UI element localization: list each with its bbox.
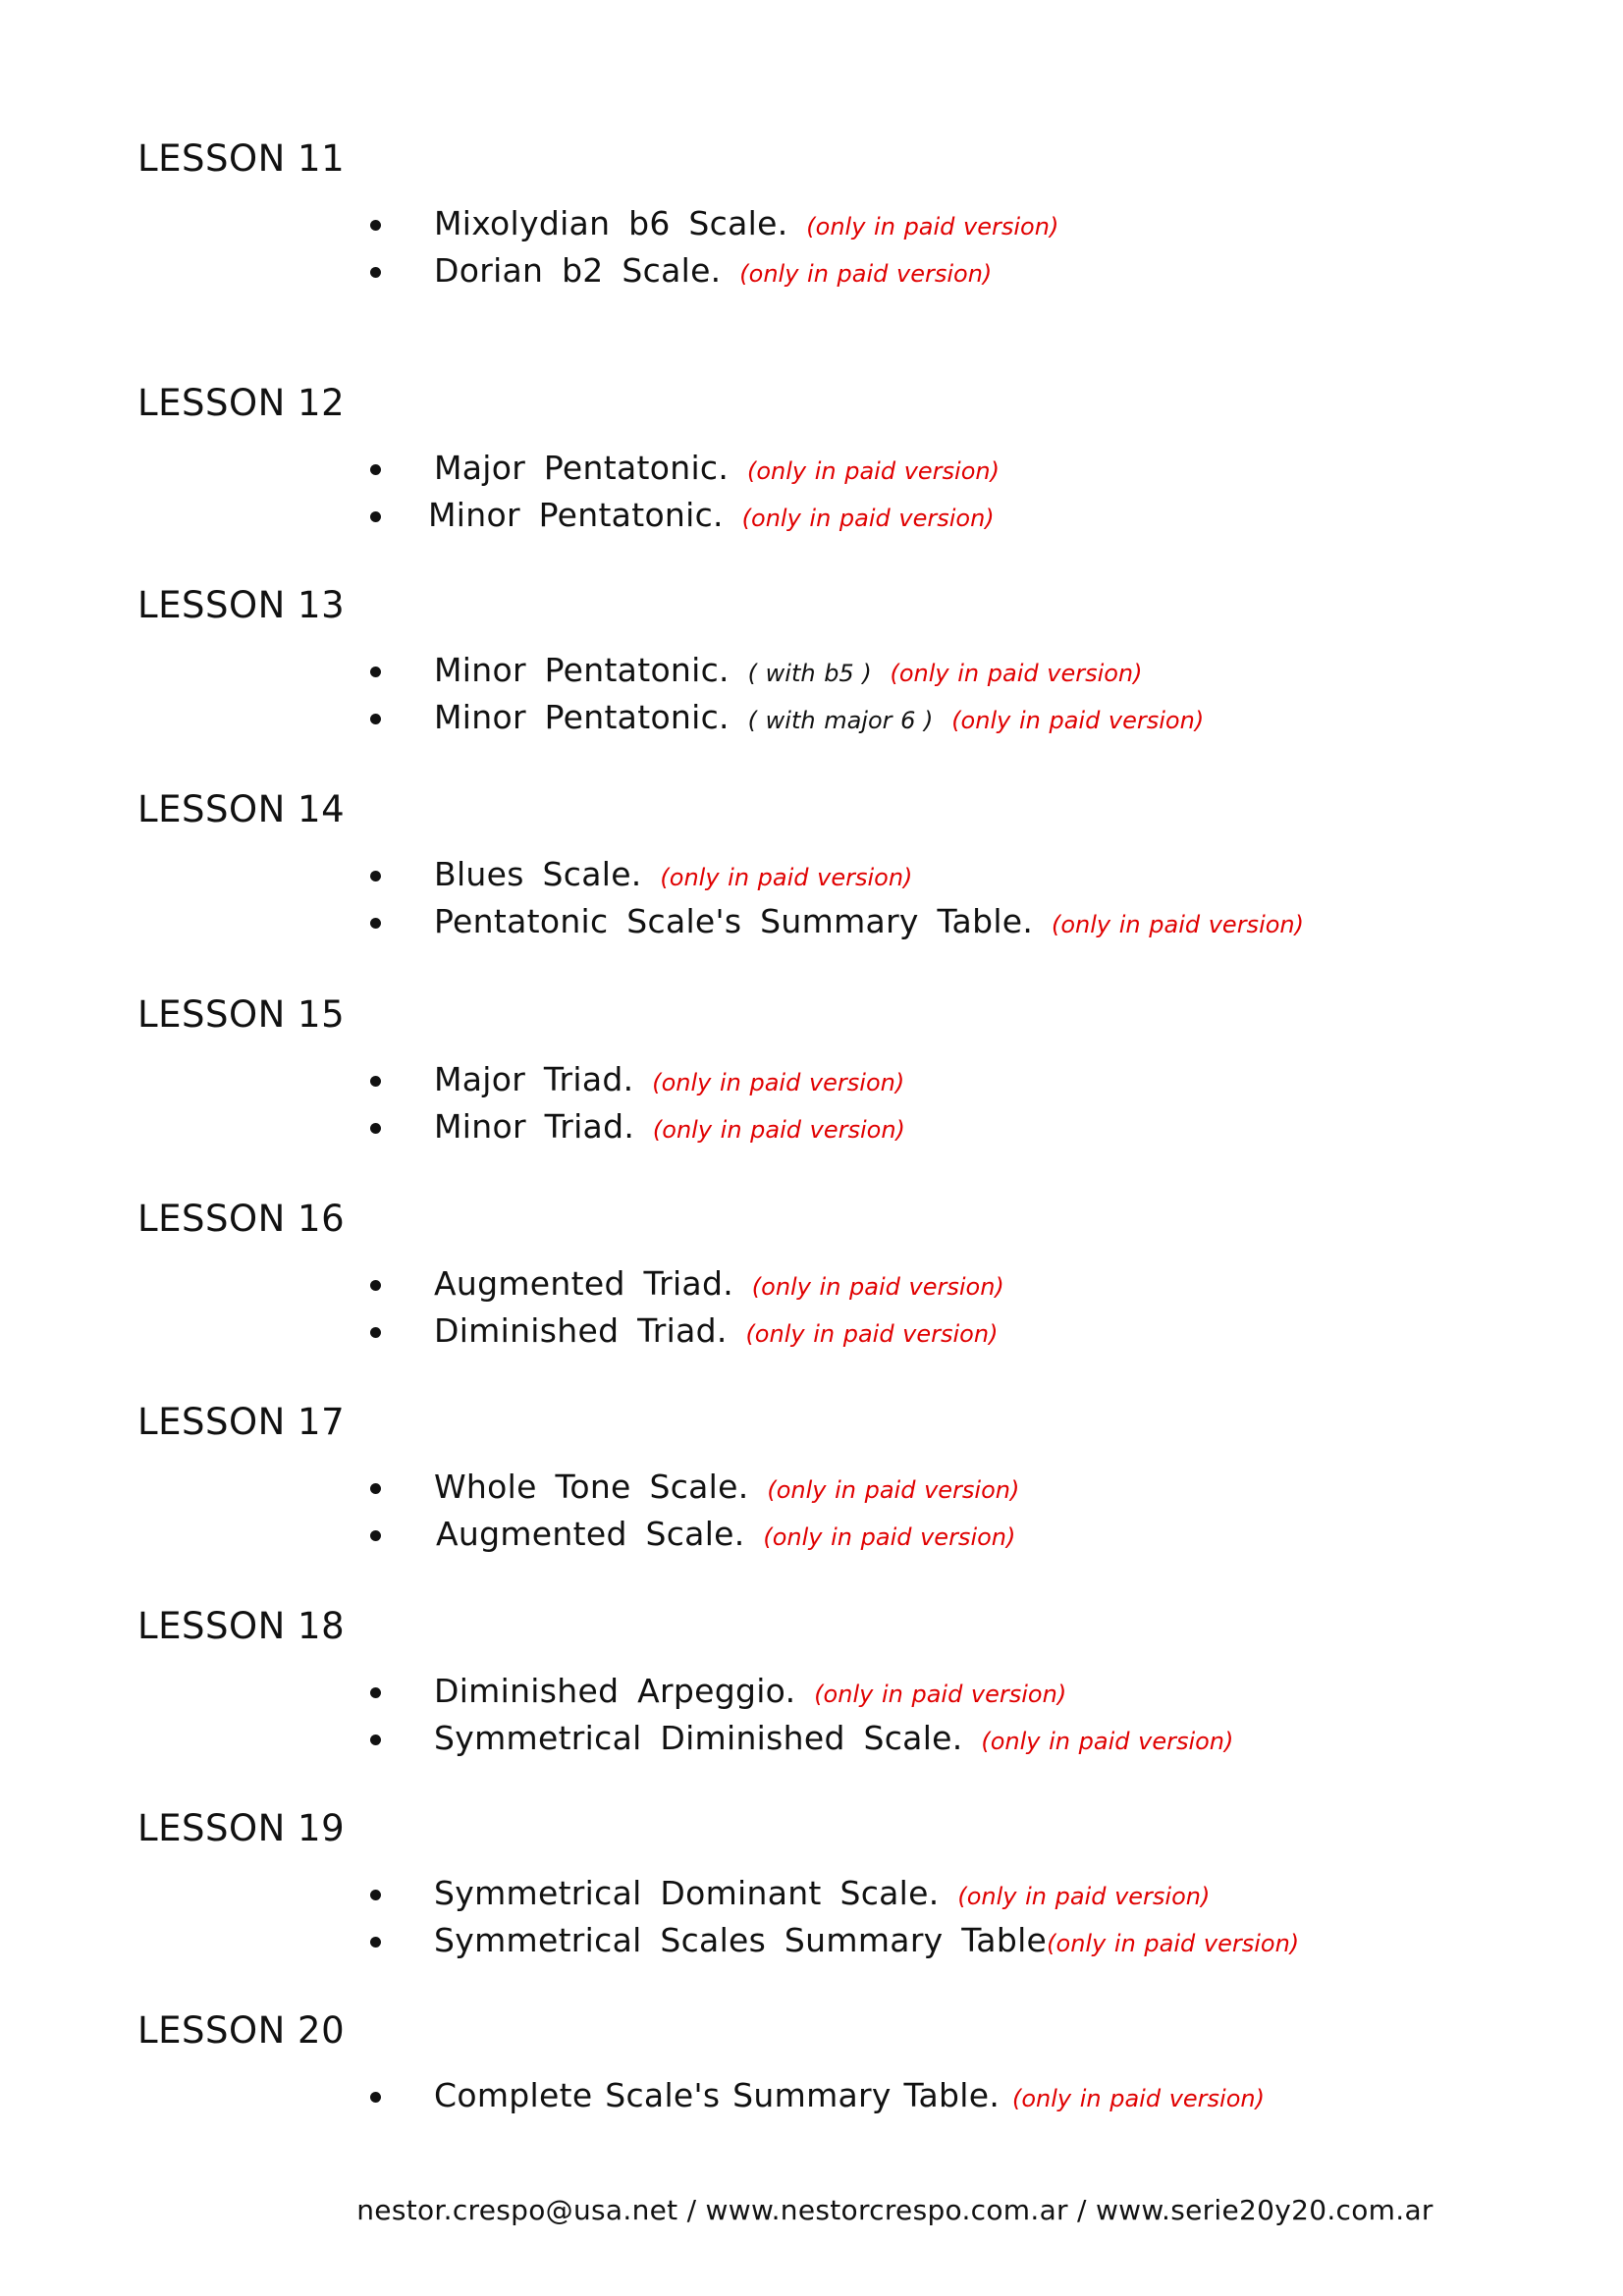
item-label: Mixolydian b6 Scale. xyxy=(434,204,788,242)
list-item xyxy=(137,2076,1512,2127)
bullet-icon xyxy=(370,464,381,475)
item-label: Symmetrical Diminished Scale. xyxy=(434,1719,963,1757)
lesson-title: LESSON 17 xyxy=(137,1401,346,1443)
lesson-12 xyxy=(137,382,1512,547)
bullet-icon xyxy=(370,511,381,522)
item-label: Whole Tone Scale. xyxy=(434,1468,749,1506)
paid-version-note: (only in paid version) xyxy=(814,1681,1067,1708)
paid-version-note: (only in paid version) xyxy=(951,707,1205,734)
lesson-15 xyxy=(137,993,1512,1158)
item-label: Minor Triad. xyxy=(434,1107,635,1146)
paid-version-note: (only in paid version) xyxy=(1047,1930,1300,1957)
lesson-title: LESSON 16 xyxy=(137,1198,346,1240)
lesson-title: LESSON 13 xyxy=(137,584,346,626)
list-item xyxy=(137,1874,1512,1925)
lesson-16 xyxy=(137,1198,1512,1362)
lesson-title: LESSON 18 xyxy=(137,1605,346,1647)
list-item xyxy=(137,449,1512,500)
bullet-icon xyxy=(370,667,381,677)
item-label: Diminished Arpeggio. xyxy=(434,1672,796,1710)
paid-version-note: (only in paid version) xyxy=(981,1728,1234,1755)
paid-version-note: (only in paid version) xyxy=(957,1883,1211,1910)
list-item xyxy=(137,651,1512,702)
list-item xyxy=(137,855,1512,906)
item-label: Minor Pentatonic. xyxy=(434,651,730,689)
bullet-icon xyxy=(370,1280,381,1291)
item-label: Dorian b2 Scale. xyxy=(434,251,722,290)
item-aside: ( with b5 ) xyxy=(747,660,872,687)
list-item xyxy=(137,698,1512,749)
bullet-icon xyxy=(370,1937,381,1948)
item-label: Pentatonic Scale's Summary Table. xyxy=(434,902,1034,940)
list-item xyxy=(137,1264,1512,1315)
lesson-items xyxy=(137,1264,1512,1362)
paid-version-note: (only in paid version) xyxy=(751,1273,1004,1301)
item-label: Minor Pentatonic. xyxy=(428,496,724,534)
item-label: Diminished Triad. xyxy=(434,1311,728,1350)
list-item xyxy=(137,251,1512,302)
bullet-icon xyxy=(370,714,381,724)
lesson-13 xyxy=(137,584,1512,749)
bullet-icon xyxy=(370,918,381,929)
bullet-icon xyxy=(370,220,381,231)
list-item xyxy=(137,902,1512,953)
lesson-title: LESSON 12 xyxy=(137,382,346,424)
lesson-18 xyxy=(137,1605,1512,1770)
item-label: Symmetrical Scales Summary Table xyxy=(434,1921,1048,1959)
list-item xyxy=(137,1107,1512,1158)
item-aside: ( with major 6 ) xyxy=(747,707,934,734)
paid-version-note: (only in paid version) xyxy=(767,1476,1020,1504)
bullet-icon xyxy=(370,1483,381,1494)
lesson-items xyxy=(137,855,1512,953)
bullet-icon xyxy=(370,2092,381,2103)
item-label: Blues Scale. xyxy=(434,855,642,893)
list-item xyxy=(137,1468,1512,1519)
bullet-icon xyxy=(370,1327,381,1338)
bullet-icon xyxy=(370,267,381,278)
lesson-11 xyxy=(137,137,1512,302)
lesson-14 xyxy=(137,788,1512,953)
list-item xyxy=(137,496,1512,547)
paid-version-note: (only in paid version) xyxy=(746,457,1000,485)
item-label: Complete Scale's Summary Table. xyxy=(434,2076,1001,2114)
lesson-items xyxy=(137,204,1512,302)
list-item xyxy=(137,1515,1512,1566)
paid-version-note: (only in paid version) xyxy=(660,864,913,891)
lesson-title: LESSON 14 xyxy=(137,788,346,830)
paid-version-note: (only in paid version) xyxy=(1011,2085,1265,2112)
lesson-items xyxy=(137,449,1512,547)
item-label: Augmented Triad. xyxy=(434,1264,733,1303)
bullet-icon xyxy=(370,1890,381,1900)
paid-version-note: (only in paid version) xyxy=(739,260,993,288)
list-item xyxy=(137,1672,1512,1723)
lesson-title: LESSON 15 xyxy=(137,993,346,1036)
bullet-icon xyxy=(370,1735,381,1745)
lesson-items xyxy=(137,2076,1512,2127)
lesson-items xyxy=(137,1060,1512,1158)
list-item xyxy=(137,1921,1512,1972)
item-label: Symmetrical Dominant Scale. xyxy=(434,1874,940,1912)
lesson-title: LESSON 19 xyxy=(137,1807,346,1849)
lesson-items xyxy=(137,1874,1512,1972)
paid-version-note: (only in paid version) xyxy=(763,1523,1016,1551)
list-item xyxy=(137,1311,1512,1362)
item-label: Major Pentatonic. xyxy=(434,449,730,487)
item-label: Augmented Scale. xyxy=(436,1515,745,1553)
bullet-icon xyxy=(370,871,381,881)
paid-version-note: (only in paid version) xyxy=(1051,911,1304,938)
paid-version-note: (only in paid version) xyxy=(741,505,995,532)
lesson-items xyxy=(137,1468,1512,1566)
lesson-items xyxy=(137,651,1512,749)
paid-version-note: (only in paid version) xyxy=(806,213,1059,240)
lesson-title: LESSON 20 xyxy=(137,2009,346,2052)
lesson-title: LESSON 11 xyxy=(137,137,346,180)
bullet-icon xyxy=(370,1076,381,1087)
paid-version-note: (only in paid version) xyxy=(652,1069,905,1096)
list-item xyxy=(137,1719,1512,1770)
footer-contact: nestor.crespo@usa.net / www.nestorcrespo.com.ar / www.serie20y20.com.ar xyxy=(356,2194,1434,2226)
item-label: Minor Pentatonic. xyxy=(434,698,730,736)
paid-version-note: (only in paid version) xyxy=(890,660,1143,687)
lesson-20 xyxy=(137,2009,1512,2127)
lesson-19 xyxy=(137,1807,1512,1972)
item-label: Major Triad. xyxy=(434,1060,634,1098)
bullet-icon xyxy=(370,1687,381,1698)
list-item xyxy=(137,204,1512,255)
bullet-icon xyxy=(370,1530,381,1541)
paid-version-note: (only in paid version) xyxy=(745,1320,999,1348)
bullet-icon xyxy=(370,1123,381,1134)
lesson-items xyxy=(137,1672,1512,1770)
list-item xyxy=(137,1060,1512,1111)
paid-version-note: (only in paid version) xyxy=(652,1116,905,1144)
lesson-17 xyxy=(137,1401,1512,1566)
